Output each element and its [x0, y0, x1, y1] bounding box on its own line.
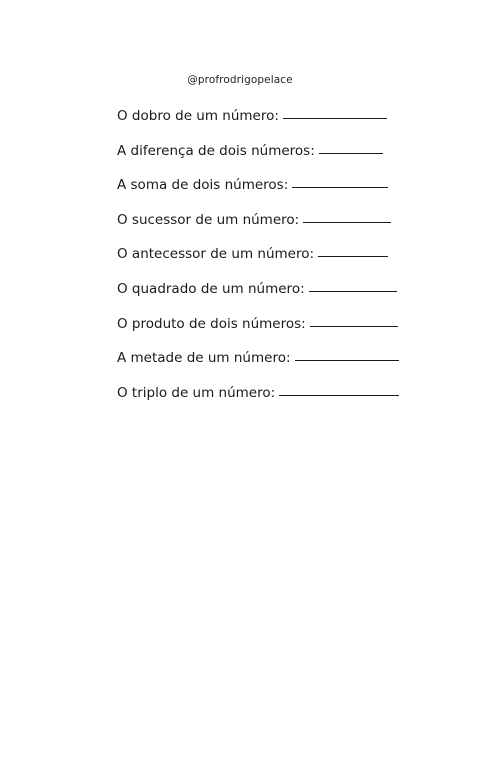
answer-blank[interactable]	[310, 309, 398, 327]
answer-blank[interactable]	[279, 378, 399, 396]
exercise-item	[117, 205, 399, 240]
exercise-prompt: A diferença de dois números:	[117, 142, 315, 159]
author-handle: @profrodrigopelace	[187, 74, 293, 86]
exercise-prompt: O triplo de um número:	[117, 384, 276, 401]
exercise-item	[117, 378, 399, 413]
exercise-list	[117, 101, 399, 412]
answer-blank[interactable]	[319, 136, 383, 154]
exercise-item	[117, 274, 399, 309]
exercise-prompt: O dobro de um número:	[117, 108, 279, 124]
answer-blank[interactable]	[318, 239, 388, 257]
exercise-prompt: A soma de dois números:	[117, 177, 289, 194]
exercise-item	[117, 136, 399, 171]
exercise-item	[117, 309, 399, 344]
exercise-item	[117, 343, 399, 378]
answer-blank[interactable]	[309, 274, 397, 292]
answer-blank[interactable]	[292, 170, 388, 188]
exercise-prompt: O quadrado de um número:	[117, 280, 305, 297]
exercise-item	[117, 239, 399, 274]
exercise-prompt: A metade de um número:	[117, 350, 291, 367]
exercise-prompt: O produto de dois números:	[117, 315, 306, 332]
answer-blank[interactable]	[295, 343, 399, 361]
answer-blank[interactable]	[283, 101, 387, 119]
exercise-prompt: O antecessor de um número:	[117, 246, 315, 263]
answer-blank[interactable]	[303, 205, 391, 223]
exercise-prompt: O sucessor de um número:	[117, 211, 300, 228]
exercise-item	[117, 170, 399, 205]
exercise-item	[117, 101, 399, 136]
